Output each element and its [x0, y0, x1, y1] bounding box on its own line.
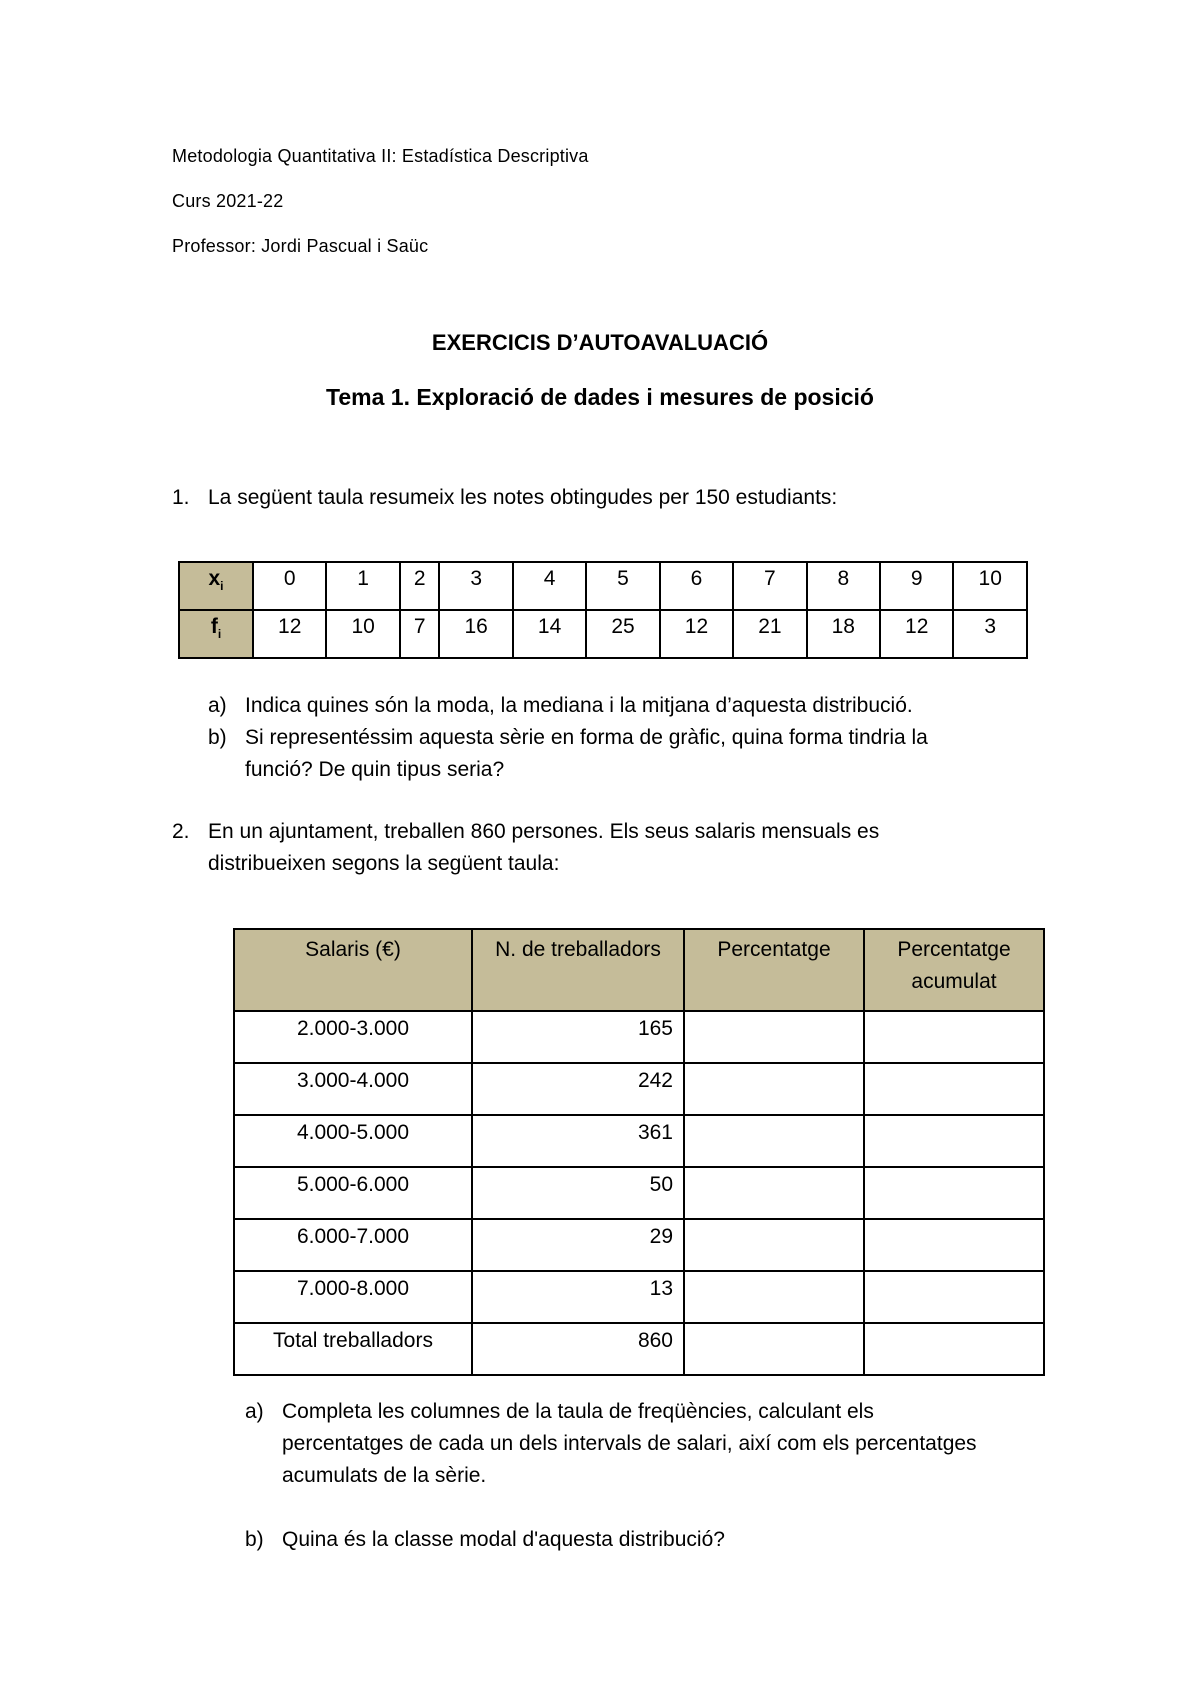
q2-a-label: a) — [245, 1400, 264, 1423]
grades-row-f — [179, 610, 1027, 658]
grades-table — [178, 561, 1028, 659]
grades-x-cell: 4 — [513, 562, 586, 610]
salary-count-cell: 242 — [472, 1063, 684, 1115]
q1-b-label: b) — [208, 726, 227, 749]
salary-range-cell: 2.000-3.000 — [234, 1011, 472, 1063]
q1-a-text: Indica quines són la moda, la mediana i la mitjana d’aquesta distribució. — [245, 694, 913, 717]
grades-row-f-header: $f_i$ — [179, 610, 253, 658]
q2-text-line2: distribueixen segons la següent taula: — [208, 852, 560, 875]
grades-f-cell: 3 — [953, 610, 1027, 658]
page-title: EXERCICIS D’AUTOAVALUACIÓ — [431, 330, 769, 355]
q1-b-text-line1: Si representéssim aquesta sèrie en forma de gràfic, quina forma tindria la — [245, 726, 928, 749]
grades-f-cell: 12 — [880, 610, 953, 658]
salary-range-cell: 3.000-4.000 — [234, 1063, 472, 1115]
page-subtitle: Tema 1. Exploració de dades i mesures de posició — [326, 384, 874, 410]
salary-cumulative-cell — [864, 1323, 1044, 1375]
grades-f-cell: 12 — [253, 610, 326, 658]
salary-cumulative-cell — [864, 1011, 1044, 1063]
q2-a-text-line3: acumulats de la sèrie. — [282, 1464, 487, 1487]
grades-f-cell: 18 — [807, 610, 880, 658]
grades-x-cell: 9 — [880, 562, 953, 610]
q2-a-text-line2: percentatges de cada un dels intervals de salari, així com els percentatges — [282, 1432, 977, 1455]
q2-text-line1: En un ajuntament, treballen 860 persones. Els seus salaris mensuals es — [208, 820, 880, 843]
grades-x-cell: 2 — [400, 562, 440, 610]
salary-cumulative-cell — [864, 1219, 1044, 1271]
table-row — [234, 1011, 1044, 1063]
grades-x-cell: 6 — [660, 562, 733, 610]
grades-x-cell: 8 — [807, 562, 880, 610]
table-row — [234, 1115, 1044, 1167]
grades-f-cell: 14 — [513, 610, 586, 658]
grades-x-cell: 1 — [326, 562, 399, 610]
salary-cumulative-cell — [864, 1115, 1044, 1167]
salary-cumulative-cell — [864, 1271, 1044, 1323]
grades-x-cell: 7 — [733, 562, 806, 610]
q1-a-label: a) — [208, 694, 227, 717]
salary-count-cell: 29 — [472, 1219, 684, 1271]
salary-percent-cell — [684, 1271, 864, 1323]
q1-number: 1. — [172, 486, 190, 509]
salary-count-cell: 50 — [472, 1167, 684, 1219]
salary-header-range: Salaris (€) — [234, 929, 472, 1011]
grades-x-cell: 0 — [253, 562, 326, 610]
table-row — [234, 1063, 1044, 1115]
course-year: Curs 2021-22 — [172, 191, 284, 211]
salary-count-cell: 361 — [472, 1115, 684, 1167]
salary-percent-cell — [684, 1219, 864, 1271]
grades-f-cell: 10 — [326, 610, 399, 658]
grades-f-cell: 21 — [733, 610, 806, 658]
salary-header-row — [234, 929, 1044, 1011]
grades-x-cell: 5 — [586, 562, 659, 610]
grades-f-cell: 16 — [439, 610, 512, 658]
salary-total-label: Total treballadors — [234, 1323, 472, 1375]
q1-text: La següent taula resumeix les notes obtingudes per 150 estudiants: — [208, 486, 838, 509]
salary-percent-cell — [684, 1011, 864, 1063]
grades-x-cell: 3 — [439, 562, 512, 610]
salary-header-count: N. de treballadors — [472, 929, 684, 1011]
salary-percent-cell — [684, 1323, 864, 1375]
salary-total-count: 860 — [472, 1323, 684, 1375]
salary-count-cell: 13 — [472, 1271, 684, 1323]
grades-row-x-header: $x_i$ — [179, 562, 253, 610]
salary-cumulative-cell — [864, 1063, 1044, 1115]
q2-b-text: Quina és la classe modal d'aquesta distribució? — [282, 1528, 725, 1551]
salary-percent-cell — [684, 1167, 864, 1219]
course-title: Metodologia Quantitativa II: Estadística Descriptiva — [172, 146, 589, 166]
salary-header-cumulative: Percentatge acumulat — [864, 929, 1044, 1011]
table-row — [234, 1271, 1044, 1323]
q2-a-text-line1: Completa les columnes de la taula de freqüències, calculant els — [282, 1400, 874, 1423]
q1-b-text-line2: funció? De quin tipus seria? — [245, 758, 505, 781]
grades-x-cell: 10 — [953, 562, 1027, 610]
salary-range-cell: 4.000-5.000 — [234, 1115, 472, 1167]
salary-percent-cell — [684, 1063, 864, 1115]
salary-count-cell: 165 — [472, 1011, 684, 1063]
table-row — [234, 1167, 1044, 1219]
salary-percent-cell — [684, 1115, 864, 1167]
q2-b-label: b) — [245, 1528, 264, 1551]
table-row — [234, 1219, 1044, 1271]
grades-f-cell: 25 — [586, 610, 659, 658]
table-row-total — [234, 1323, 1044, 1375]
salary-range-cell: 7.000-8.000 — [234, 1271, 472, 1323]
salary-cumulative-cell — [864, 1167, 1044, 1219]
q2-number: 2. — [172, 820, 190, 843]
grades-row-x — [179, 562, 1027, 610]
salary-table — [233, 928, 1045, 1376]
grades-f-cell: 12 — [660, 610, 733, 658]
salary-range-cell: 6.000-7.000 — [234, 1219, 472, 1271]
grades-f-cell: 7 — [400, 610, 440, 658]
salary-header-percent: Percentatge — [684, 929, 864, 1011]
salary-range-cell: 5.000-6.000 — [234, 1167, 472, 1219]
professor-name: Professor: Jordi Pascual i Saüc — [172, 236, 429, 256]
